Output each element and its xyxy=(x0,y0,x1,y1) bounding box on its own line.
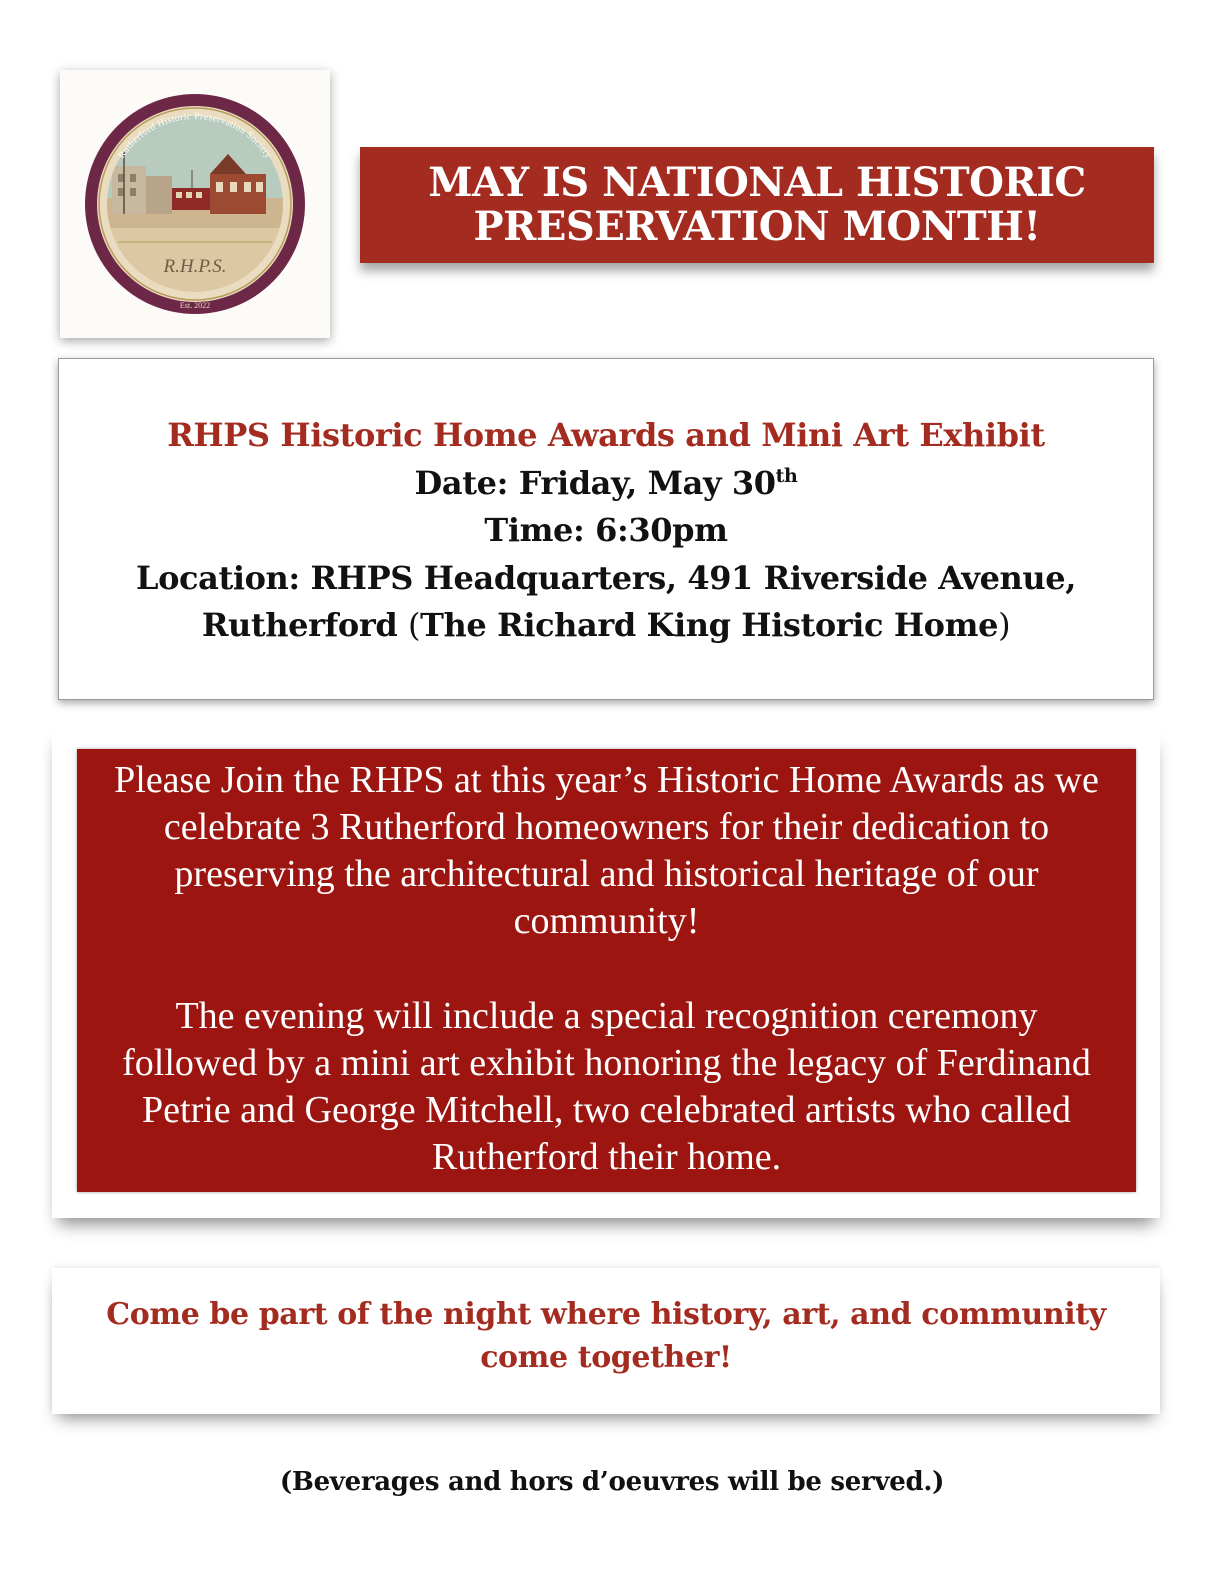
event-title: RHPS Historic Home Awards and Mini Art Exhibit xyxy=(167,416,1045,454)
seal-monogram: R.H.P.S. xyxy=(163,256,227,277)
refreshments-note: (Beverages and hors d’oeuvres will be served.) xyxy=(279,1467,945,1497)
event-location-home-name: The Richard King Historic Home xyxy=(420,606,999,644)
event-location-line-1: Location: RHPS Headquarters, 491 Riverside Avenue, xyxy=(135,559,1076,597)
description-panel xyxy=(77,749,1136,1192)
event-location-line-2 xyxy=(59,605,1153,645)
banner-line-1: MAY IS NATIONAL HISTORIC xyxy=(428,159,1086,206)
banner-line-2: PRESERVATION MONTH! xyxy=(473,203,1041,250)
preservation-month-banner xyxy=(360,147,1154,263)
description-paragraph-2: The evening will include a special recognition ceremony followed by a mini art exhibit honoring the legacy of Ferdinand Petrie and George Mitchell, two celebrated artists who called Rutherford their home. xyxy=(122,995,1091,1178)
closing-line-2: come together! xyxy=(480,1340,732,1375)
closing-line-1: Come be part of the night where history, art, and community xyxy=(106,1297,1106,1332)
event-details-box xyxy=(58,358,1154,700)
event-date-suffix: th xyxy=(775,465,798,487)
event-date-text: Date: Friday, May 30 xyxy=(414,464,776,502)
rhps-seal-logo xyxy=(60,70,330,338)
event-location-town: Rutherford xyxy=(201,606,409,644)
event-date xyxy=(59,463,1153,503)
logo-card xyxy=(60,70,330,338)
event-location-open-paren: ( xyxy=(408,606,421,644)
seal-ring-text: Rutherford Historic Preservation Society xyxy=(117,111,273,161)
event-location-close-paren: ) xyxy=(998,606,1011,644)
closing-frame xyxy=(52,1268,1160,1414)
event-time: Time: 6:30pm xyxy=(484,511,728,549)
description-paragraph-1: Please Join the RHPS at this year’s Historic Home Awards as we celebrate 3 Rutherford homeowners for their dedication to preserving the architectural and historical heritage of our community! xyxy=(114,759,1099,942)
seal-established: Est. 2022 xyxy=(179,301,211,310)
